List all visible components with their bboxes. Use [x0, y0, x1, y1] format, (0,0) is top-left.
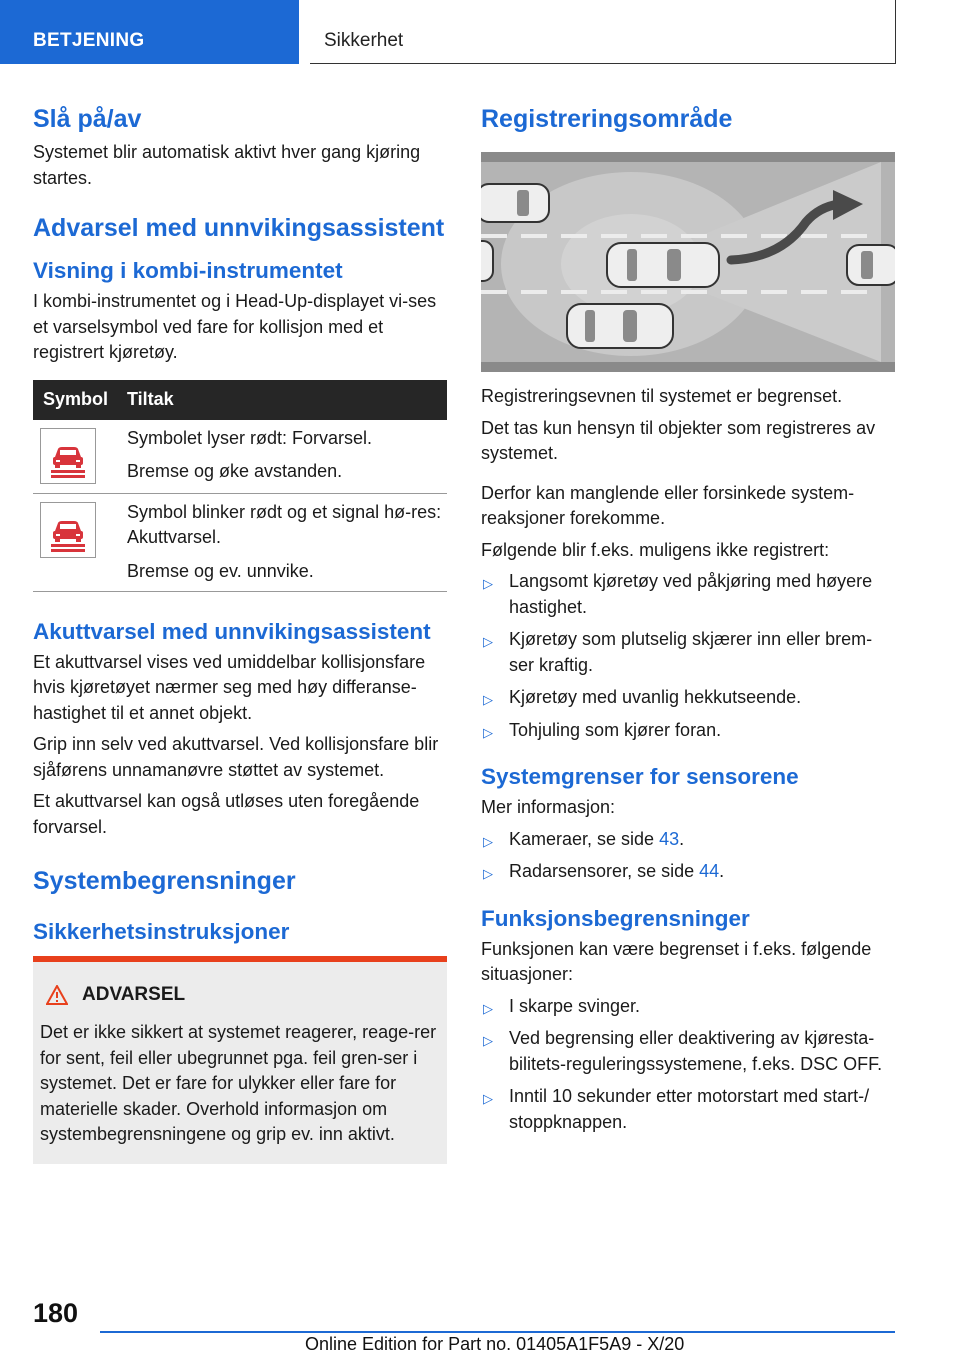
sensor-list — [481, 827, 895, 885]
edition-note: Online Edition for Part no. 01405A1F5A9 - X/20 — [305, 1334, 685, 1354]
column-symbol: Symbol — [43, 389, 109, 409]
section-title: BETJENING — [33, 30, 145, 51]
bullet-triangle-icon: ▷ — [483, 1091, 493, 1106]
footer-divider — [100, 1331, 895, 1333]
paragraph-on-off: Systemet blir automatisk aktivt hver gang kjøring startes. — [33, 142, 421, 188]
page-link[interactable]: 43 — [659, 828, 680, 849]
bullet-triangle-icon: ▷ — [483, 1000, 493, 1016]
paragraph-acute-1: Et akuttvarsel vises ved umiddelbar kollisjonsfare hvis kjøretøyet nærmer seg med høy differanse-hastighet til et annet objekt. — [33, 651, 426, 723]
list-item: ▷ Inntil 10 sekunder etter motorstart med start-/ stoppknappen. — [483, 1086, 870, 1132]
paragraph-acute-2: Grip inn selv ved akuttvarsel. Ved kollisjonsfare blir sjåførens unnamanøvre støttet av systemet. — [33, 734, 439, 780]
row-text: Bremse og ev. unnvike. — [127, 560, 314, 581]
bullet-triangle-icon: ▷ — [483, 833, 493, 849]
warning-title: ADVARSEL — [82, 984, 186, 1005]
heading-on-off: Slå på/av — [33, 105, 142, 133]
warning-text: Det er ikke sikkert at systemet reagerer, reage-rer for sent, feil eller ubegrunnet pga. feil gren-ser i systemet. Det er fare for ulykker eller fare for materielle skader. Overhold informasjon om systembegrensningene og grip ev. inn aktivt. — [40, 1022, 437, 1144]
not-detected-list — [481, 569, 895, 743]
paragraph-area-2: Det tas kun hensyn til objekter som registreres av systemet. — [481, 417, 876, 463]
column-action: Tiltak — [127, 389, 174, 409]
page-number: 180 — [33, 1298, 79, 1328]
car-warning-icon — [40, 502, 96, 558]
bullet-triangle-icon: ▷ — [483, 576, 493, 591]
bullet-triangle-icon: ▷ — [483, 866, 493, 881]
bullet-triangle-icon: ▷ — [483, 1033, 493, 1048]
row-text: Bremse og øke avstanden. — [127, 461, 343, 481]
symbol-table-header — [33, 380, 447, 420]
list-item: ▷ I skarpe svinger. — [481, 994, 895, 1020]
symbol-table — [33, 380, 447, 592]
bullet-triangle-icon: ▷ — [483, 692, 493, 707]
list-item: ▷ Kjøretøy som plutselig skjærer inn eller brem-ser kraftig. — [483, 629, 873, 675]
heading-detection-area: Registreringsområde — [481, 105, 733, 133]
heading-acute-warning: Akuttvarsel med unnvikingsassistent — [33, 618, 431, 644]
warning-box — [33, 956, 447, 1164]
list-item: ▷ Kjøretøy med uvanlig hekkutseende. — [481, 685, 895, 711]
car-warning-icon — [40, 428, 96, 484]
row-text: Symbolet lyser rødt: Forvarsel. — [127, 427, 373, 448]
list-item: ▷ Langsomt kjøretøy ved påkjøring med høyere hastighet. — [483, 571, 873, 617]
bullet-triangle-icon: ▷ — [483, 724, 493, 740]
heading-display: Visning i kombi-instrumentet — [33, 258, 343, 283]
list-item: ▷ Tohjuling som kjører foran. — [481, 718, 895, 744]
list-item: ▷ Kameraer, se side 43. — [481, 827, 895, 853]
bullet-triangle-icon: ▷ — [483, 634, 493, 649]
chapter-title: Sikkerhet — [324, 30, 404, 51]
left-column — [33, 100, 447, 1164]
function-list — [481, 994, 895, 1136]
row-text: Symbol blinker rødt og et signal hø-res: Akuttvarsel. — [127, 501, 442, 547]
heading-warning-assistant: Advarsel med unnvikingsassistent — [33, 214, 445, 242]
heading-sensor-limits: Systemgrenser for sensorene — [481, 764, 799, 789]
paragraph-display: I kombi-instrumentet og i Head-Up-displayet vi-ses et varselsymbol ved fare for kollisjon med et registrert kjøretøy. — [33, 291, 437, 362]
paragraph-area-4: Følgende blir f.eks. muligens ikke registrert: — [481, 539, 830, 560]
heading-safety: Sikkerhetsinstruksjoner — [33, 919, 290, 944]
paragraph-function: Funksjonen kan være begrenset i f.eks. følgende situasjoner: — [481, 938, 872, 984]
page-link[interactable]: 44 — [699, 861, 720, 881]
paragraph-sensor: Mer informasjon: — [481, 797, 616, 817]
paragraph-area-3: Derfor kan manglende eller forsinkede system-reaksjoner forekomme. — [481, 482, 855, 528]
warning-triangle-icon — [46, 985, 68, 1005]
paragraph-acute-3: Et akuttvarsel kan også utløses uten foregående forvarsel. — [33, 791, 420, 837]
paragraph-area-1: Registreringsevnen til systemet er begrenset. — [481, 386, 843, 406]
section-tab — [0, 0, 299, 64]
detection-area-illustration — [481, 152, 895, 372]
table-row — [33, 494, 447, 592]
chapter-tab — [310, 0, 896, 64]
heading-system-limits: Systembegrensninger — [33, 867, 296, 895]
list-item: ▷ Ved begrensing eller deaktivering av kjøresta-bilitets-reguleringssystemene, f.eks. DSC OFF. — [483, 1028, 883, 1074]
list-item: ▷ Radarsensorer, se side 44. — [481, 859, 895, 885]
table-row — [33, 420, 447, 494]
right-column — [481, 100, 895, 1142]
heading-function-limits: Funksjonsbegrensninger — [481, 905, 750, 931]
